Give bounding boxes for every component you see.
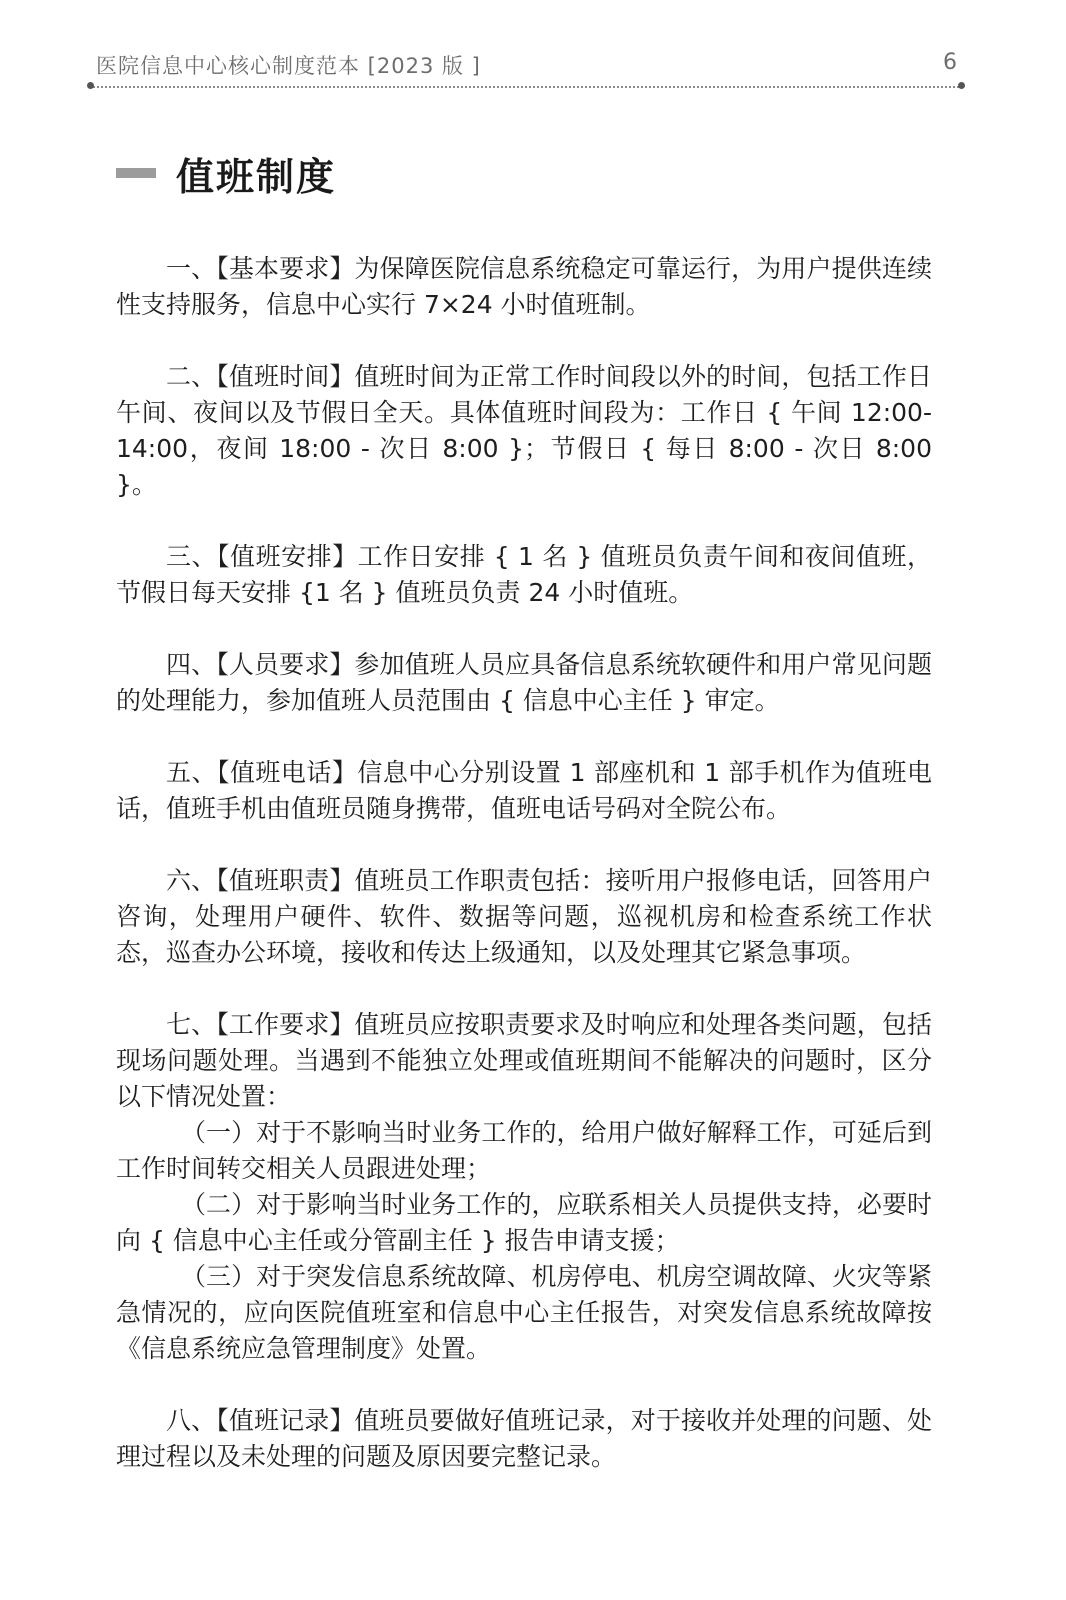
paragraph-basic-requirements: 一、【基本要求】为保障医院信息系统稳定可靠运行，为用户提供连续性支持服务，信息中心实行 7×24 小时值班制。 xyxy=(116,254,932,319)
paragraph-duty-arrangement: 三、【值班安排】工作日安排 { 1 名 } 值班员负责午间和夜间值班，节假日每天安排 {1 名 } 值班员负责 24 小时值班。 xyxy=(116,542,932,607)
page-number: 6 xyxy=(943,50,958,75)
document-body xyxy=(116,251,932,1511)
header-divider xyxy=(90,86,962,88)
paragraph-duty-records: 八、【值班记录】值班员要做好值班记录，对于接收并处理的问题、处理过程以及未处理的问题及原因要完整记录。 xyxy=(116,1406,932,1471)
divider-dot-left xyxy=(87,82,94,89)
sub-item-1: （一）对于不影响当时业务工作的，给用户做好解释工作，可延后到工作时间转交相关人员跟进处理； xyxy=(116,1118,932,1183)
paragraph-duty-responsibilities: 六、【值班职责】值班员工作职责包括：接听用户报修电话，回答用户咨询，处理用户硬件、软件、数据等问题，巡视机房和检查系统工作状态，巡查办公环境，接收和传达上级通知，以及处理其它紧急事项。 xyxy=(116,866,932,967)
paragraph-work-requirements: 七、【工作要求】值班员应按职责要求及时响应和处理各类问题，包括现场问题处理。当遇到不能独立处理或值班期间不能解决的问题时，区分以下情况处置： xyxy=(116,1010,932,1111)
sub-item-3: （三）对于突发信息系统故障、机房停电、机房空调故障、火灾等紧急情况的，应向医院值班室和信息中心主任报告，对突发信息系统故障按《信息系统应急管理制度》处置。 xyxy=(116,1262,932,1363)
divider-dot-right xyxy=(958,82,965,89)
paragraph-duty-phone: 五、【值班电话】信息中心分别设置 1 部座机和 1 部手机作为值班电话，值班手机由值班员随身携带，值班电话号码对全院公布。 xyxy=(116,758,932,823)
page-header xyxy=(96,50,958,80)
sub-item-2: （二）对于影响当时业务工作的，应联系相关人员提供支持，必要时向 { 信息中心主任或分管副主任 } 报告申请支援； xyxy=(116,1190,932,1255)
section-title: 值班制度 xyxy=(176,155,337,199)
document-title: 医院信息中心核心制度范本 [2023 版 ] xyxy=(96,54,481,78)
heading-bar-decoration xyxy=(116,168,156,178)
paragraph-duty-hours: 二、【值班时间】值班时间为正常工作时间段以外的时间，包括工作日午间、夜间以及节假日全天。具体值班时间段为：工作日 { 午间 12:00-14:00，夜间 18:00 - 次日 8:00 }；节假日 { 每日 8:00 - 次日 8:00 }。 xyxy=(116,362,932,499)
paragraph-staff-requirements: 四、【人员要求】参加值班人员应具备信息系统软硬件和用户常见问题的处理能力，参加值班人员范围由 { 信息中心主任 } 审定。 xyxy=(116,650,932,715)
